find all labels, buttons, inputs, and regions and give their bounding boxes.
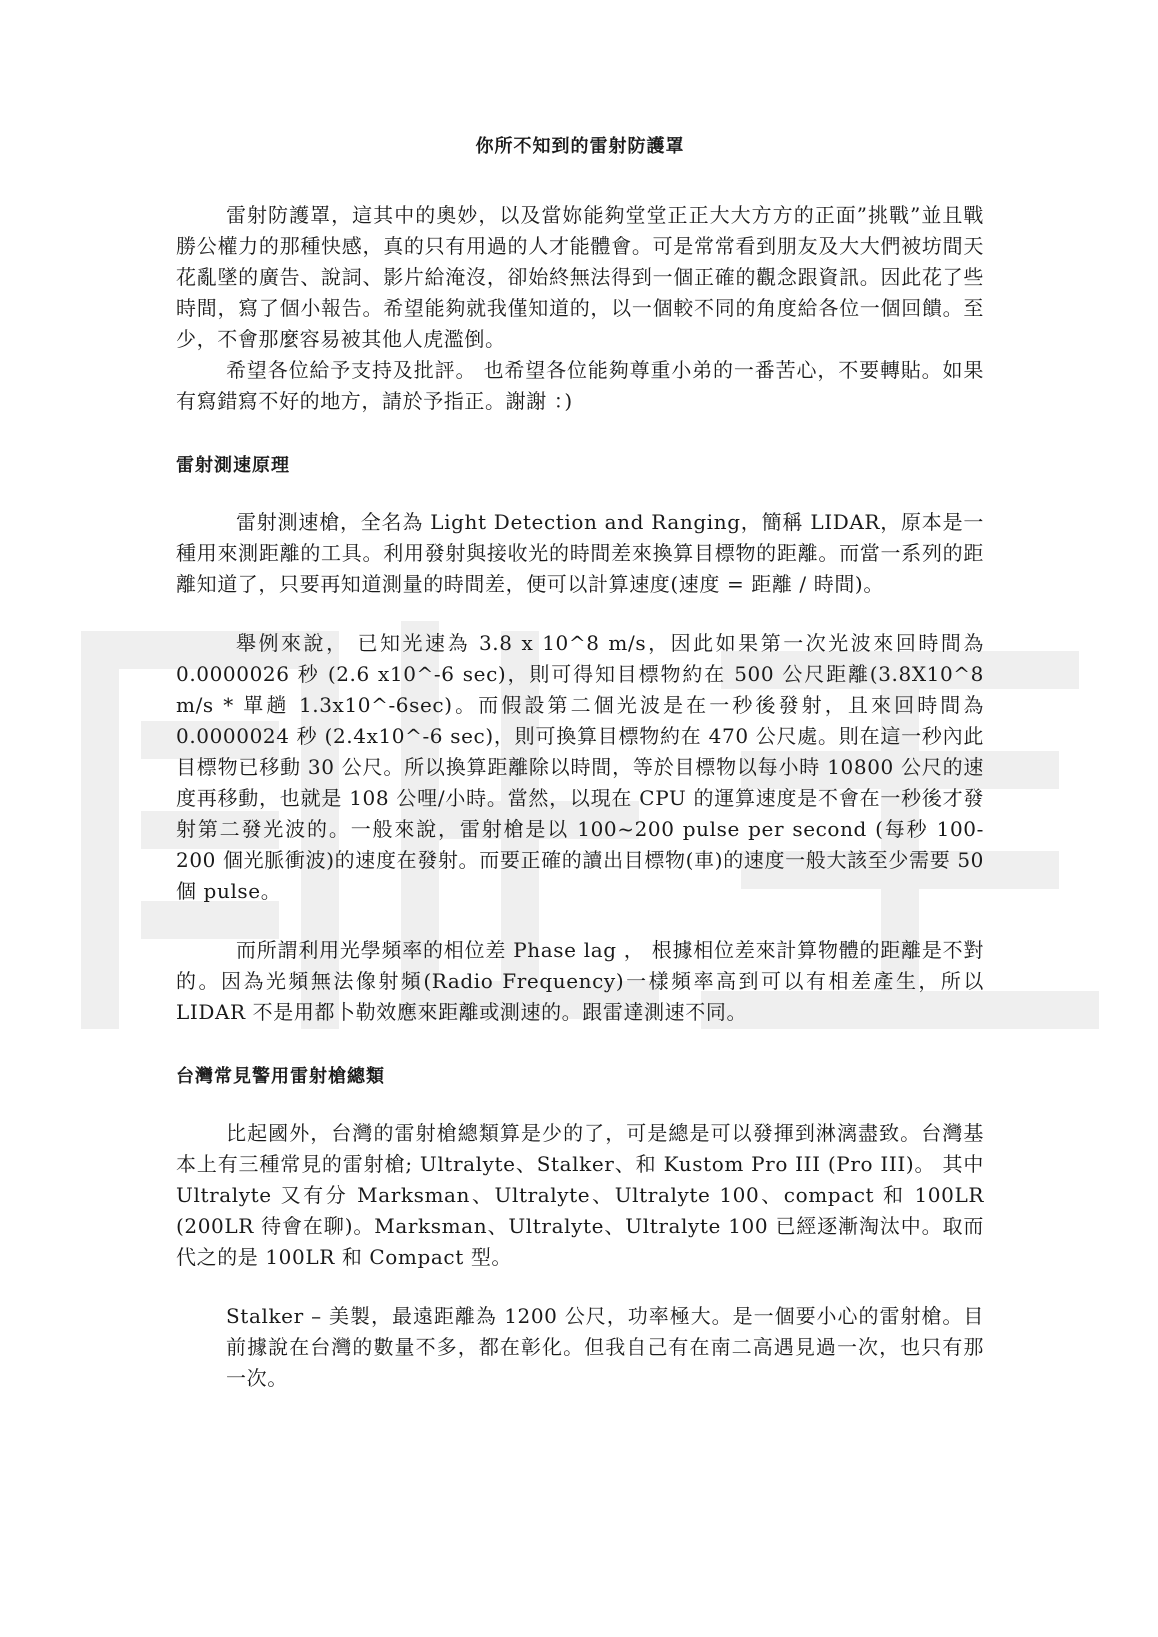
taiwan-paragraph-1: 比起國外，台灣的雷射槍總類算是少的了，可是總是可以發揮到淋漓盡致。台灣基本上有三種常見的雷射槍; Ultralyte、Stalker、和 Kustom Pro III (Pro III)。 其中 Ultralyte 又有分 Marksman、Ultralyte、Ultralyte 100、compact 和 100LR (200LR 待會在聊)。Marksman、Ultralyte、Ultralyte 100 已經逐漸淘汰中。取而代之的是 100LR 和 Compact 型。 — [176, 1121, 984, 1269]
lidar-paragraph-3: 而所謂利用光學頻率的相位差 Phase lag ， 根據相位差來計算物體的距離是不對的。因為光頻無法像射頻(Radio Frequency)一樣頻率高到可以有相差產生，所以 LIDAR 不是用都卜勒效應來距離或測速的。跟雷達測速不同。 — [176, 938, 984, 1024]
lidar-paragraph-1: 雷射測速槍，全名為 Light Detection and Ranging，簡稱 LIDAR，原本是一種用來測距離的工具。利用發射與接收光的時間差來換算目標物的距離。而當一系列的距離知道了，只要再知道測量的時間差，便可以計算速度(速度 = 距離 / 時間)。 — [176, 510, 984, 596]
section-heading-lidar-principle: 雷射測速原理 — [176, 455, 290, 476]
document-title: 你所不知到的雷射防護罩 — [475, 136, 685, 157]
intro-paragraph-2: 希望各位給予支持及批評。 也希望各位能夠尊重小弟的一番苦心，不要轉貼。如果有寫錯寫不好的地方，請於予指正。謝謝 ：) — [176, 358, 984, 413]
document-page — [176, 134, 984, 1394]
intro-paragraph-1: 雷射防護罩，這其中的奧妙，以及當妳能夠堂堂正正大大方方的正面”挑戰”並且戰勝公權力的那種快感，真的只有用過的人才能體會。可是常常看到朋友及大大們被坊間天花亂墜的廣告、說詞、影片給淹沒，卻始終無法得到一個正確的觀念跟資訊。因此花了些時間，寫了個小報告。希望能夠就我僅知道的，以一個較不同的角度給各位一個回饋。至少，不會那麼容易被其他人虎濫倒。 — [176, 203, 984, 351]
section-heading-taiwan-guns: 台灣常見警用雷射槍總類 — [176, 1066, 385, 1087]
stalker-paragraph: Stalker – 美製，最遠距離為 1200 公尺，功率極大。是一個要小心的雷射槍。目前據說在台灣的數量不多，都在彰化。但我自己有在南二高遇見過一次，也只有那一次。 — [226, 1304, 984, 1390]
lidar-paragraph-2: 舉例來說， 已知光速為 3.8 x 10^8 m/s，因此如果第一次光波來回時間為 0.0000026 秒 (2.6 x10^-6 sec)，則可得知目標物約在 500 公尺距離(3.8X10^8 m/s * 單趟 1.3x10^-6sec)。而假設第二個光波是在一秒後發射，且來回時間為 0.0000024 秒 (2.4x10^-6 sec)，則可換算目標物約在 470 公尺處。則在這一秒內此目標物已移動 30 公尺。所以換算距離除以時間，等於目標物以每小時 10800 公尺的速度再移動，也就是 108 公哩/小時。當然，以現在 CPU 的運算速度是不會在一秒後才發射第二發光波的。一般來說，雷射槍是以 100~200 pulse per second (每秒 100-200 個光脈衝波)的速度在發射。而要正確的讀出目標物(車)的速度一般大該至少需要 50 個 pulse。 — [176, 631, 984, 903]
